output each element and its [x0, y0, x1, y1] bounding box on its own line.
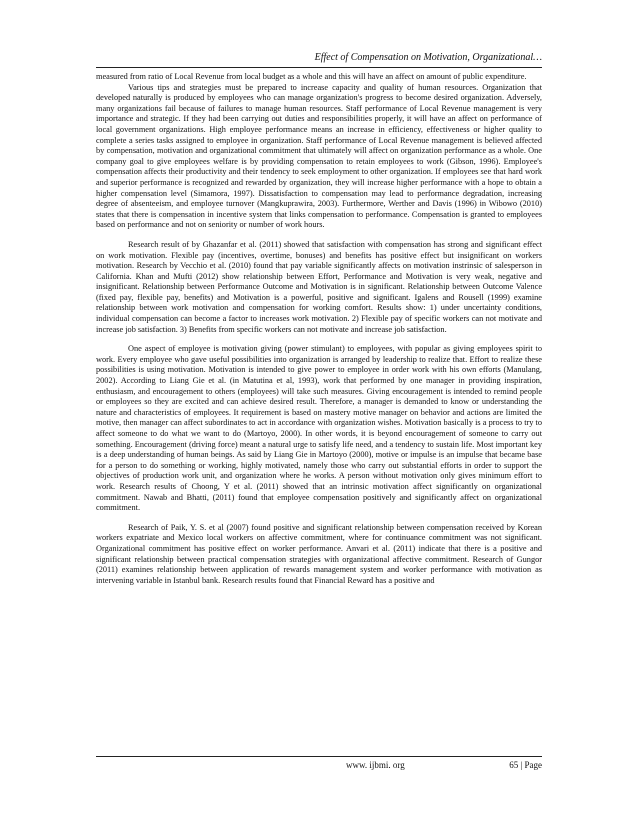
- paragraph: measured from ratio of Local Revenue from local budget as a whole and this will have an affect on amount of public expenditure.: [96, 72, 527, 81]
- page-number: 65 | Page: [509, 760, 542, 770]
- footer-website: www. ijbmi. org: [346, 760, 405, 770]
- paragraph: One aspect of employee is motivation giving (power stimulant) to employees, with popular as giving employees spirit to work. Every employee who gave useful possibilities into organization is arranged by leadership to realize that. Effort to realize these possibilities is using motivation. Motivation is intended to give power to employee in order work with his own efforts (Manulang, 2002). According to Liang Gie et al. (in Matutina et al, 1993), work that performed by one manager in providing inspiration, enthusiasm, and encouragement to others (employees) will take such measures. Giving encouragement is intended to remind people or employees so they are excited and can achieve desired result. Therefore, a manager is demanded to know or understanding the nature and characteristics of employees. It requirement is based on mastery motive manager on behavior and actions are limited the motive, then manager can affect subordinates to act in accordance with organization wishes. Motivation basically is a process to try to affect someone to do what we want to do (Martoyo, 2000). In other words, it is beyond encouragement of someone to carry out something. Encouragement (driving force) meant a natural urge to satisfy life need, and a tendency to sustain life. Most important key is a deep understanding of human beings. As said by Liang Gie in Martoyo (2000), motive or impulse is an impulse that became base for a person to do something or working, highly motivated, namely those who carry out substantial efforts in order to support the objectives of production work unit, and organization where he works. A person without motivation only gives minimum effort to work. Research results of Choong, Y et al. (2011) showed that an intrinsic motivation affect significantly on organizational commitment. Nawab and Bhatti, (2011) found that employee compensation positively and significantly affect on organizational commitment.: [96, 344, 542, 513]
- running-header: Effect of Compensation on Motivation, Organizational…: [314, 52, 542, 63]
- paragraph: Various tips and strategies must be prepared to increase capacity and quality of human resources. Organization that developed naturally is produced by employees who can manage organization's progress to become desired organization. Adversely, many organizations fail because of failures to manage human resources. Staff performance of Local Revenue management is very importance and strategic. If they had been carrying out duties and responsibilities properly, it will have an affect on performance of local government organizations. High employee performance means an increase in efficiency, effectiveness or higher quality to complete a series tasks assigned to employee in organization. Staff performance of Local Revenue management is believed affected by compensation, motivation and organizational commitment that ultimately will affect on organization performance as a whole. One company goal to give employees welfare is by providing compensation to retain employees to work (Gibson, 1996). Employee's compensation affects their productivity and their tendency to seek employment to other organization. If employees see that hard work and superior performance is recognized and rewarded by organization, they will increase higher performance with a hope to obtain a higher compensation level (Simamora, 1997). Dissatisfaction to compensation may lead to performance degradation, increasing degree of absenteeism, and employee turnover (Mangkuprawira, 2003). Furthermore, Werther and Davis (1996) in Wibowo (2010) states that there is compensation in incentive system that links compensation to performance. Compensation is granted to employees based on performance and not on seniority or number of work hours.: [96, 82, 542, 230]
- header-rule: [96, 67, 542, 68]
- footer-rule: [96, 756, 542, 757]
- paragraph: Research result of by Ghazanfar et al. (2011) showed that satisfaction with compensation has strong and significant effect on work motivation. Flexible pay (incentives, overtime, bonuses) and benefits has positive effect but insignificant on workers motivation. Research by Vecchio et al. (2010) found that pay variable significantly affects on motivation instrinsic of salesperson in California. Khan and Mufti (2012) show relationship between Effort, Performance and Motivation is very weak, negative and insignificant. Relationship between Performance Outcome and Motivation is in significant. Relationship between Outcome Valence (fixed pay, flexible pay, benefits) and Motivation is a powerful, positive and significant. Igalens and Rousell (1999) examine relationship between work motivation and compensation for working comfort. Results show: 1) under uncertainty conditions, individual compensation can become a factor to increases work motivation. 2) Flexible pay of specific workers can not motivate and increase job satisfaction. 3) Benefits from specific workers can not motivate and increase job satisfaction.: [96, 239, 542, 334]
- paragraph: Research of Paik, Y. S. et al (2007) found positive and significant relationship between compensation received by Korean workers expatriate and Mexico local workers on affective commitment, where for continuance commitment was not significant. Organizational commitment has positive effect on worker performance. Anvari et al. (2011) indicate that there is a positive and significant relationship between practical compensation strategies with organizational affective commitment. Research of Gungor (2011) examines relationship between application of rewards management system and worker performance with motivation as intervening variable in Istanbul bank. Research results found that Financial Reward has a positive and: [96, 522, 542, 585]
- body-text: [96, 72, 542, 586]
